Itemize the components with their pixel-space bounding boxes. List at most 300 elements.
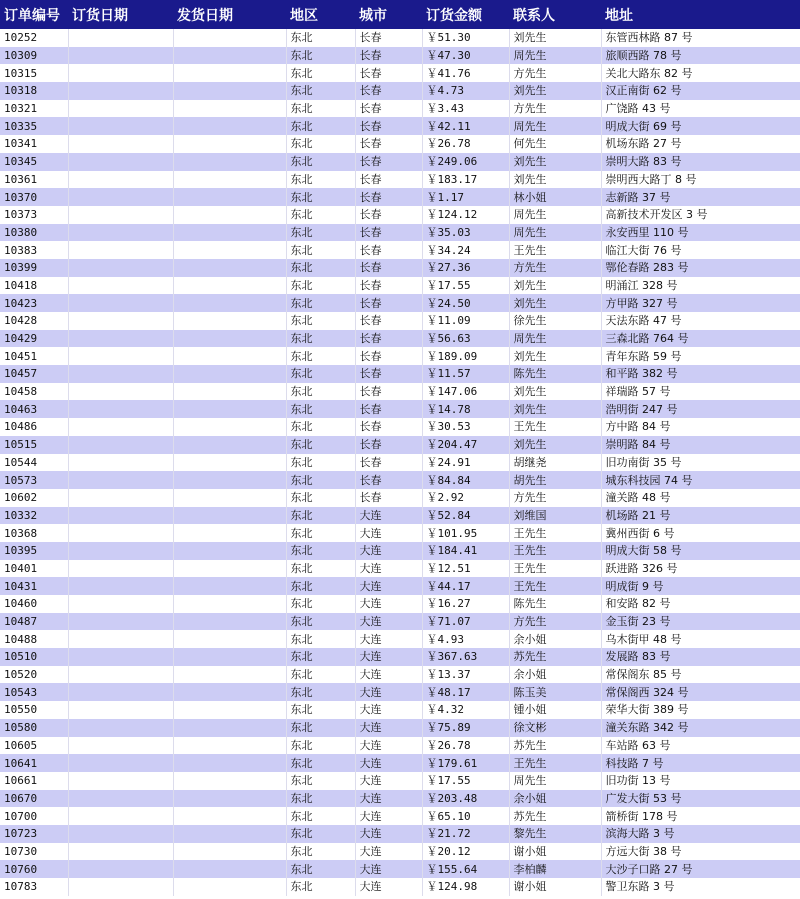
region-cell[interactable]: 东北 xyxy=(286,878,355,896)
region-cell[interactable]: 东北 xyxy=(286,790,355,808)
ship-date-cell[interactable] xyxy=(173,542,286,560)
city-cell[interactable]: 长春 xyxy=(355,312,422,330)
column-header-amount[interactable]: 订货金额 xyxy=(422,0,509,29)
contact-cell[interactable]: 王先生 xyxy=(509,418,601,436)
city-cell[interactable]: 大连 xyxy=(355,524,422,542)
amount-cell[interactable]: ￥65.10 xyxy=(422,807,509,825)
ship-date-cell[interactable] xyxy=(173,294,286,312)
table-row[interactable] xyxy=(0,595,800,613)
address-cell[interactable]: 东管西林路 87 号 xyxy=(601,29,800,47)
order-date-cell[interactable] xyxy=(68,259,173,277)
contact-cell[interactable]: 陈先生 xyxy=(509,365,601,383)
table-row[interactable] xyxy=(0,843,800,861)
order-date-cell[interactable] xyxy=(68,64,173,82)
address-cell[interactable]: 旧功街 13 号 xyxy=(601,772,800,790)
amount-cell[interactable]: ￥4.32 xyxy=(422,701,509,719)
table-row[interactable] xyxy=(0,171,800,189)
ship-date-cell[interactable] xyxy=(173,666,286,684)
region-cell[interactable]: 东北 xyxy=(286,436,355,454)
region-cell[interactable]: 东北 xyxy=(286,224,355,242)
table-row[interactable] xyxy=(0,772,800,790)
amount-cell[interactable]: ￥84.84 xyxy=(422,471,509,489)
order-date-cell[interactable] xyxy=(68,790,173,808)
order-id-cell[interactable]: 10661 xyxy=(0,772,68,790)
order-id-cell[interactable]: 10418 xyxy=(0,277,68,295)
contact-cell[interactable]: 余小姐 xyxy=(509,790,601,808)
city-cell[interactable]: 大连 xyxy=(355,595,422,613)
order-date-cell[interactable] xyxy=(68,471,173,489)
city-cell[interactable]: 大连 xyxy=(355,560,422,578)
table-row[interactable] xyxy=(0,347,800,365)
table-row[interactable] xyxy=(0,507,800,525)
city-cell[interactable]: 长春 xyxy=(355,330,422,348)
order-date-cell[interactable] xyxy=(68,843,173,861)
order-id-cell[interactable]: 10361 xyxy=(0,171,68,189)
order-id-cell[interactable]: 10451 xyxy=(0,347,68,365)
amount-cell[interactable]: ￥3.43 xyxy=(422,100,509,118)
amount-cell[interactable]: ￥147.06 xyxy=(422,383,509,401)
order-id-cell[interactable]: 10458 xyxy=(0,383,68,401)
contact-cell[interactable]: 余小姐 xyxy=(509,630,601,648)
order-id-cell[interactable]: 10783 xyxy=(0,878,68,896)
ship-date-cell[interactable] xyxy=(173,754,286,772)
ship-date-cell[interactable] xyxy=(173,224,286,242)
amount-cell[interactable]: ￥11.09 xyxy=(422,312,509,330)
city-cell[interactable]: 长春 xyxy=(355,153,422,171)
city-cell[interactable]: 长春 xyxy=(355,436,422,454)
order-id-cell[interactable]: 10399 xyxy=(0,259,68,277)
order-id-cell[interactable]: 10641 xyxy=(0,754,68,772)
city-cell[interactable]: 长春 xyxy=(355,47,422,65)
table-row[interactable] xyxy=(0,241,800,259)
order-id-cell[interactable]: 10431 xyxy=(0,577,68,595)
order-date-cell[interactable] xyxy=(68,754,173,772)
ship-date-cell[interactable] xyxy=(173,595,286,613)
city-cell[interactable]: 长春 xyxy=(355,418,422,436)
region-cell[interactable]: 东北 xyxy=(286,153,355,171)
order-date-cell[interactable] xyxy=(68,100,173,118)
region-cell[interactable]: 东北 xyxy=(286,64,355,82)
ship-date-cell[interactable] xyxy=(173,436,286,454)
contact-cell[interactable]: 苏先生 xyxy=(509,807,601,825)
order-id-cell[interactable]: 10423 xyxy=(0,294,68,312)
column-header-contact[interactable]: 联系人 xyxy=(509,0,601,29)
contact-cell[interactable]: 黎先生 xyxy=(509,825,601,843)
order-date-cell[interactable] xyxy=(68,206,173,224)
order-id-cell[interactable]: 10457 xyxy=(0,365,68,383)
amount-cell[interactable]: ￥367.63 xyxy=(422,648,509,666)
ship-date-cell[interactable] xyxy=(173,719,286,737)
address-cell[interactable]: 潼关东路 342 号 xyxy=(601,719,800,737)
table-row[interactable] xyxy=(0,471,800,489)
order-date-cell[interactable] xyxy=(68,825,173,843)
city-cell[interactable]: 长春 xyxy=(355,135,422,153)
region-cell[interactable]: 东北 xyxy=(286,719,355,737)
city-cell[interactable]: 大连 xyxy=(355,790,422,808)
order-date-cell[interactable] xyxy=(68,595,173,613)
contact-cell[interactable]: 谢小姐 xyxy=(509,843,601,861)
address-cell[interactable]: 临江大街 76 号 xyxy=(601,241,800,259)
contact-cell[interactable]: 刘先生 xyxy=(509,347,601,365)
contact-cell[interactable]: 周先生 xyxy=(509,772,601,790)
order-date-cell[interactable] xyxy=(68,454,173,472)
table-row[interactable] xyxy=(0,454,800,472)
amount-cell[interactable]: ￥101.95 xyxy=(422,524,509,542)
contact-cell[interactable]: 王先生 xyxy=(509,560,601,578)
city-cell[interactable]: 长春 xyxy=(355,454,422,472)
order-date-cell[interactable] xyxy=(68,719,173,737)
amount-cell[interactable]: ￥4.93 xyxy=(422,630,509,648)
ship-date-cell[interactable] xyxy=(173,825,286,843)
amount-cell[interactable]: ￥204.47 xyxy=(422,436,509,454)
contact-cell[interactable]: 刘先生 xyxy=(509,29,601,47)
amount-cell[interactable]: ￥24.50 xyxy=(422,294,509,312)
address-cell[interactable]: 永安西里 110 号 xyxy=(601,224,800,242)
order-date-cell[interactable] xyxy=(68,807,173,825)
order-id-cell[interactable]: 10515 xyxy=(0,436,68,454)
address-cell[interactable]: 科技路 7 号 xyxy=(601,754,800,772)
ship-date-cell[interactable] xyxy=(173,277,286,295)
table-row[interactable] xyxy=(0,542,800,560)
region-cell[interactable]: 东北 xyxy=(286,82,355,100)
region-cell[interactable]: 东北 xyxy=(286,365,355,383)
order-id-cell[interactable]: 10730 xyxy=(0,843,68,861)
ship-date-cell[interactable] xyxy=(173,400,286,418)
order-id-cell[interactable]: 10341 xyxy=(0,135,68,153)
order-date-cell[interactable] xyxy=(68,860,173,878)
region-cell[interactable]: 东北 xyxy=(286,383,355,401)
table-row[interactable] xyxy=(0,82,800,100)
amount-cell[interactable]: ￥30.53 xyxy=(422,418,509,436)
contact-cell[interactable]: 苏先生 xyxy=(509,648,601,666)
region-cell[interactable]: 东北 xyxy=(286,117,355,135)
contact-cell[interactable]: 余小姐 xyxy=(509,666,601,684)
address-cell[interactable]: 方远大街 38 号 xyxy=(601,843,800,861)
city-cell[interactable]: 大连 xyxy=(355,666,422,684)
region-cell[interactable]: 东北 xyxy=(286,241,355,259)
order-date-cell[interactable] xyxy=(68,47,173,65)
contact-cell[interactable]: 林小姐 xyxy=(509,188,601,206)
amount-cell[interactable]: ￥52.84 xyxy=(422,507,509,525)
contact-cell[interactable]: 刘先生 xyxy=(509,153,601,171)
order-id-cell[interactable]: 10510 xyxy=(0,648,68,666)
contact-cell[interactable]: 何先生 xyxy=(509,135,601,153)
address-cell[interactable]: 志新路 37 号 xyxy=(601,188,800,206)
address-cell[interactable]: 机场东路 27 号 xyxy=(601,135,800,153)
amount-cell[interactable]: ￥179.61 xyxy=(422,754,509,772)
order-id-cell[interactable]: 10463 xyxy=(0,400,68,418)
amount-cell[interactable]: ￥26.78 xyxy=(422,737,509,755)
order-id-cell[interactable]: 10605 xyxy=(0,737,68,755)
address-cell[interactable]: 高新技术开发区 3 号 xyxy=(601,206,800,224)
region-cell[interactable]: 东北 xyxy=(286,507,355,525)
amount-cell[interactable]: ￥42.11 xyxy=(422,117,509,135)
order-id-cell[interactable]: 10315 xyxy=(0,64,68,82)
contact-cell[interactable]: 方先生 xyxy=(509,100,601,118)
city-cell[interactable]: 大连 xyxy=(355,648,422,666)
address-cell[interactable]: 广发大街 53 号 xyxy=(601,790,800,808)
ship-date-cell[interactable] xyxy=(173,683,286,701)
city-cell[interactable]: 大连 xyxy=(355,843,422,861)
order-id-cell[interactable]: 10370 xyxy=(0,188,68,206)
region-cell[interactable]: 东北 xyxy=(286,312,355,330)
contact-cell[interactable]: 徐文彬 xyxy=(509,719,601,737)
table-row[interactable] xyxy=(0,630,800,648)
contact-cell[interactable]: 刘先生 xyxy=(509,400,601,418)
order-date-cell[interactable] xyxy=(68,630,173,648)
order-id-cell[interactable]: 10460 xyxy=(0,595,68,613)
column-header-ship-date[interactable]: 发货日期 xyxy=(173,0,286,29)
contact-cell[interactable]: 刘先生 xyxy=(509,383,601,401)
contact-cell[interactable]: 谢小姐 xyxy=(509,878,601,896)
table-row[interactable] xyxy=(0,188,800,206)
order-id-cell[interactable]: 10383 xyxy=(0,241,68,259)
ship-date-cell[interactable] xyxy=(173,188,286,206)
contact-cell[interactable]: 方先生 xyxy=(509,613,601,631)
address-cell[interactable]: 跃进路 326 号 xyxy=(601,560,800,578)
order-date-cell[interactable] xyxy=(68,489,173,507)
order-id-cell[interactable]: 10368 xyxy=(0,524,68,542)
ship-date-cell[interactable] xyxy=(173,524,286,542)
table-row[interactable] xyxy=(0,807,800,825)
order-id-cell[interactable]: 10550 xyxy=(0,701,68,719)
address-cell[interactable]: 明成大街 58 号 xyxy=(601,542,800,560)
city-cell[interactable]: 大连 xyxy=(355,542,422,560)
order-date-cell[interactable] xyxy=(68,737,173,755)
contact-cell[interactable]: 王先生 xyxy=(509,241,601,259)
address-cell[interactable]: 发展路 83 号 xyxy=(601,648,800,666)
amount-cell[interactable]: ￥249.06 xyxy=(422,153,509,171)
table-row[interactable] xyxy=(0,436,800,454)
contact-cell[interactable]: 王先生 xyxy=(509,754,601,772)
order-date-cell[interactable] xyxy=(68,330,173,348)
region-cell[interactable]: 东北 xyxy=(286,400,355,418)
address-cell[interactable]: 常保阁东 85 号 xyxy=(601,666,800,684)
region-cell[interactable]: 东北 xyxy=(286,807,355,825)
city-cell[interactable]: 长春 xyxy=(355,224,422,242)
amount-cell[interactable]: ￥16.27 xyxy=(422,595,509,613)
contact-cell[interactable]: 周先生 xyxy=(509,330,601,348)
amount-cell[interactable]: ￥17.55 xyxy=(422,277,509,295)
order-id-cell[interactable]: 10670 xyxy=(0,790,68,808)
address-cell[interactable]: 鄂伦春路 283 号 xyxy=(601,259,800,277)
city-cell[interactable]: 大连 xyxy=(355,507,422,525)
table-row[interactable] xyxy=(0,790,800,808)
city-cell[interactable]: 大连 xyxy=(355,878,422,896)
amount-cell[interactable]: ￥47.30 xyxy=(422,47,509,65)
column-header-order-id[interactable]: 订单编号 xyxy=(0,0,68,29)
ship-date-cell[interactable] xyxy=(173,330,286,348)
table-row[interactable] xyxy=(0,312,800,330)
order-date-cell[interactable] xyxy=(68,560,173,578)
table-row[interactable] xyxy=(0,489,800,507)
ship-date-cell[interactable] xyxy=(173,171,286,189)
contact-cell[interactable]: 锺小姐 xyxy=(509,701,601,719)
city-cell[interactable]: 长春 xyxy=(355,365,422,383)
city-cell[interactable]: 大连 xyxy=(355,772,422,790)
address-cell[interactable]: 潼关路 48 号 xyxy=(601,489,800,507)
ship-date-cell[interactable] xyxy=(173,153,286,171)
city-cell[interactable]: 大连 xyxy=(355,807,422,825)
table-row[interactable] xyxy=(0,719,800,737)
ship-date-cell[interactable] xyxy=(173,206,286,224)
address-cell[interactable]: 和平路 382 号 xyxy=(601,365,800,383)
contact-cell[interactable]: 王先生 xyxy=(509,542,601,560)
region-cell[interactable]: 东北 xyxy=(286,737,355,755)
order-id-cell[interactable]: 10401 xyxy=(0,560,68,578)
region-cell[interactable]: 东北 xyxy=(286,259,355,277)
address-cell[interactable]: 城东科技园 74 号 xyxy=(601,471,800,489)
column-header-order-date[interactable]: 订货日期 xyxy=(68,0,173,29)
amount-cell[interactable]: ￥48.17 xyxy=(422,683,509,701)
amount-cell[interactable]: ￥51.30 xyxy=(422,29,509,47)
ship-date-cell[interactable] xyxy=(173,418,286,436)
order-id-cell[interactable]: 10321 xyxy=(0,100,68,118)
city-cell[interactable]: 大连 xyxy=(355,701,422,719)
address-cell[interactable]: 冀州西街 6 号 xyxy=(601,524,800,542)
region-cell[interactable]: 东北 xyxy=(286,772,355,790)
address-cell[interactable]: 广饶路 43 号 xyxy=(601,100,800,118)
table-row[interactable] xyxy=(0,683,800,701)
order-date-cell[interactable] xyxy=(68,613,173,631)
city-cell[interactable]: 大连 xyxy=(355,860,422,878)
order-date-cell[interactable] xyxy=(68,312,173,330)
order-id-cell[interactable]: 10345 xyxy=(0,153,68,171)
amount-cell[interactable]: ￥24.91 xyxy=(422,454,509,472)
city-cell[interactable]: 大连 xyxy=(355,683,422,701)
order-id-cell[interactable]: 10318 xyxy=(0,82,68,100)
amount-cell[interactable]: ￥4.73 xyxy=(422,82,509,100)
ship-date-cell[interactable] xyxy=(173,347,286,365)
contact-cell[interactable]: 周先生 xyxy=(509,117,601,135)
table-row[interactable] xyxy=(0,117,800,135)
city-cell[interactable]: 长春 xyxy=(355,294,422,312)
table-row[interactable] xyxy=(0,648,800,666)
amount-cell[interactable]: ￥26.78 xyxy=(422,135,509,153)
ship-date-cell[interactable] xyxy=(173,737,286,755)
column-header-address[interactable]: 地址 xyxy=(601,0,800,29)
order-date-cell[interactable] xyxy=(68,277,173,295)
city-cell[interactable]: 大连 xyxy=(355,754,422,772)
contact-cell[interactable]: 方先生 xyxy=(509,489,601,507)
table-row[interactable] xyxy=(0,383,800,401)
address-cell[interactable]: 方甲路 327 号 xyxy=(601,294,800,312)
region-cell[interactable]: 东北 xyxy=(286,100,355,118)
ship-date-cell[interactable] xyxy=(173,772,286,790)
table-row[interactable] xyxy=(0,294,800,312)
address-cell[interactable]: 方中路 84 号 xyxy=(601,418,800,436)
ship-date-cell[interactable] xyxy=(173,259,286,277)
ship-date-cell[interactable] xyxy=(173,860,286,878)
order-id-cell[interactable]: 10335 xyxy=(0,117,68,135)
address-cell[interactable]: 旅顺西路 78 号 xyxy=(601,47,800,65)
region-cell[interactable]: 东北 xyxy=(286,29,355,47)
region-cell[interactable]: 东北 xyxy=(286,489,355,507)
table-row[interactable] xyxy=(0,860,800,878)
city-cell[interactable]: 长春 xyxy=(355,277,422,295)
table-row[interactable] xyxy=(0,825,800,843)
contact-cell[interactable]: 苏先生 xyxy=(509,737,601,755)
table-row[interactable] xyxy=(0,524,800,542)
ship-date-cell[interactable] xyxy=(173,507,286,525)
address-cell[interactable]: 箭桥街 178 号 xyxy=(601,807,800,825)
order-date-cell[interactable] xyxy=(68,383,173,401)
ship-date-cell[interactable] xyxy=(173,241,286,259)
order-date-cell[interactable] xyxy=(68,666,173,684)
amount-cell[interactable]: ￥189.09 xyxy=(422,347,509,365)
region-cell[interactable]: 东北 xyxy=(286,330,355,348)
city-cell[interactable]: 长春 xyxy=(355,82,422,100)
city-cell[interactable]: 长春 xyxy=(355,206,422,224)
region-cell[interactable]: 东北 xyxy=(286,294,355,312)
amount-cell[interactable]: ￥71.07 xyxy=(422,613,509,631)
city-cell[interactable]: 长春 xyxy=(355,117,422,135)
ship-date-cell[interactable] xyxy=(173,454,286,472)
table-row[interactable] xyxy=(0,878,800,896)
region-cell[interactable]: 东北 xyxy=(286,595,355,613)
region-cell[interactable]: 东北 xyxy=(286,613,355,631)
city-cell[interactable]: 长春 xyxy=(355,383,422,401)
amount-cell[interactable]: ￥44.17 xyxy=(422,577,509,595)
order-date-cell[interactable] xyxy=(68,577,173,595)
ship-date-cell[interactable] xyxy=(173,630,286,648)
contact-cell[interactable]: 陈玉美 xyxy=(509,683,601,701)
address-cell[interactable]: 车站路 63 号 xyxy=(601,737,800,755)
region-cell[interactable]: 东北 xyxy=(286,860,355,878)
region-cell[interactable]: 东北 xyxy=(286,542,355,560)
city-cell[interactable]: 长春 xyxy=(355,471,422,489)
amount-cell[interactable]: ￥1.17 xyxy=(422,188,509,206)
order-id-cell[interactable]: 10486 xyxy=(0,418,68,436)
address-cell[interactable]: 滨海大路 3 号 xyxy=(601,825,800,843)
amount-cell[interactable]: ￥124.12 xyxy=(422,206,509,224)
table-row[interactable] xyxy=(0,400,800,418)
region-cell[interactable]: 东北 xyxy=(286,277,355,295)
region-cell[interactable]: 东北 xyxy=(286,418,355,436)
region-cell[interactable]: 东北 xyxy=(286,47,355,65)
region-cell[interactable]: 东北 xyxy=(286,754,355,772)
order-date-cell[interactable] xyxy=(68,294,173,312)
contact-cell[interactable]: 李柏麟 xyxy=(509,860,601,878)
amount-cell[interactable]: ￥124.98 xyxy=(422,878,509,896)
order-id-cell[interactable]: 10428 xyxy=(0,312,68,330)
address-cell[interactable]: 明成大街 69 号 xyxy=(601,117,800,135)
address-cell[interactable]: 三森北路 764 号 xyxy=(601,330,800,348)
table-row[interactable] xyxy=(0,277,800,295)
address-cell[interactable]: 关北大路东 82 号 xyxy=(601,64,800,82)
table-row[interactable] xyxy=(0,701,800,719)
order-date-cell[interactable] xyxy=(68,648,173,666)
table-row[interactable] xyxy=(0,153,800,171)
table-row[interactable] xyxy=(0,737,800,755)
amount-cell[interactable]: ￥203.48 xyxy=(422,790,509,808)
contact-cell[interactable]: 王先生 xyxy=(509,524,601,542)
contact-cell[interactable]: 刘先生 xyxy=(509,436,601,454)
address-cell[interactable]: 崇明大路 83 号 xyxy=(601,153,800,171)
ship-date-cell[interactable] xyxy=(173,29,286,47)
table-row[interactable] xyxy=(0,47,800,65)
address-cell[interactable]: 和安路 82 号 xyxy=(601,595,800,613)
order-date-cell[interactable] xyxy=(68,365,173,383)
order-id-cell[interactable]: 10488 xyxy=(0,630,68,648)
table-row[interactable] xyxy=(0,754,800,772)
address-cell[interactable]: 荣华大街 389 号 xyxy=(601,701,800,719)
city-cell[interactable]: 大连 xyxy=(355,737,422,755)
order-id-cell[interactable]: 10309 xyxy=(0,47,68,65)
city-cell[interactable]: 大连 xyxy=(355,577,422,595)
amount-cell[interactable]: ￥17.55 xyxy=(422,772,509,790)
order-id-cell[interactable]: 10580 xyxy=(0,719,68,737)
